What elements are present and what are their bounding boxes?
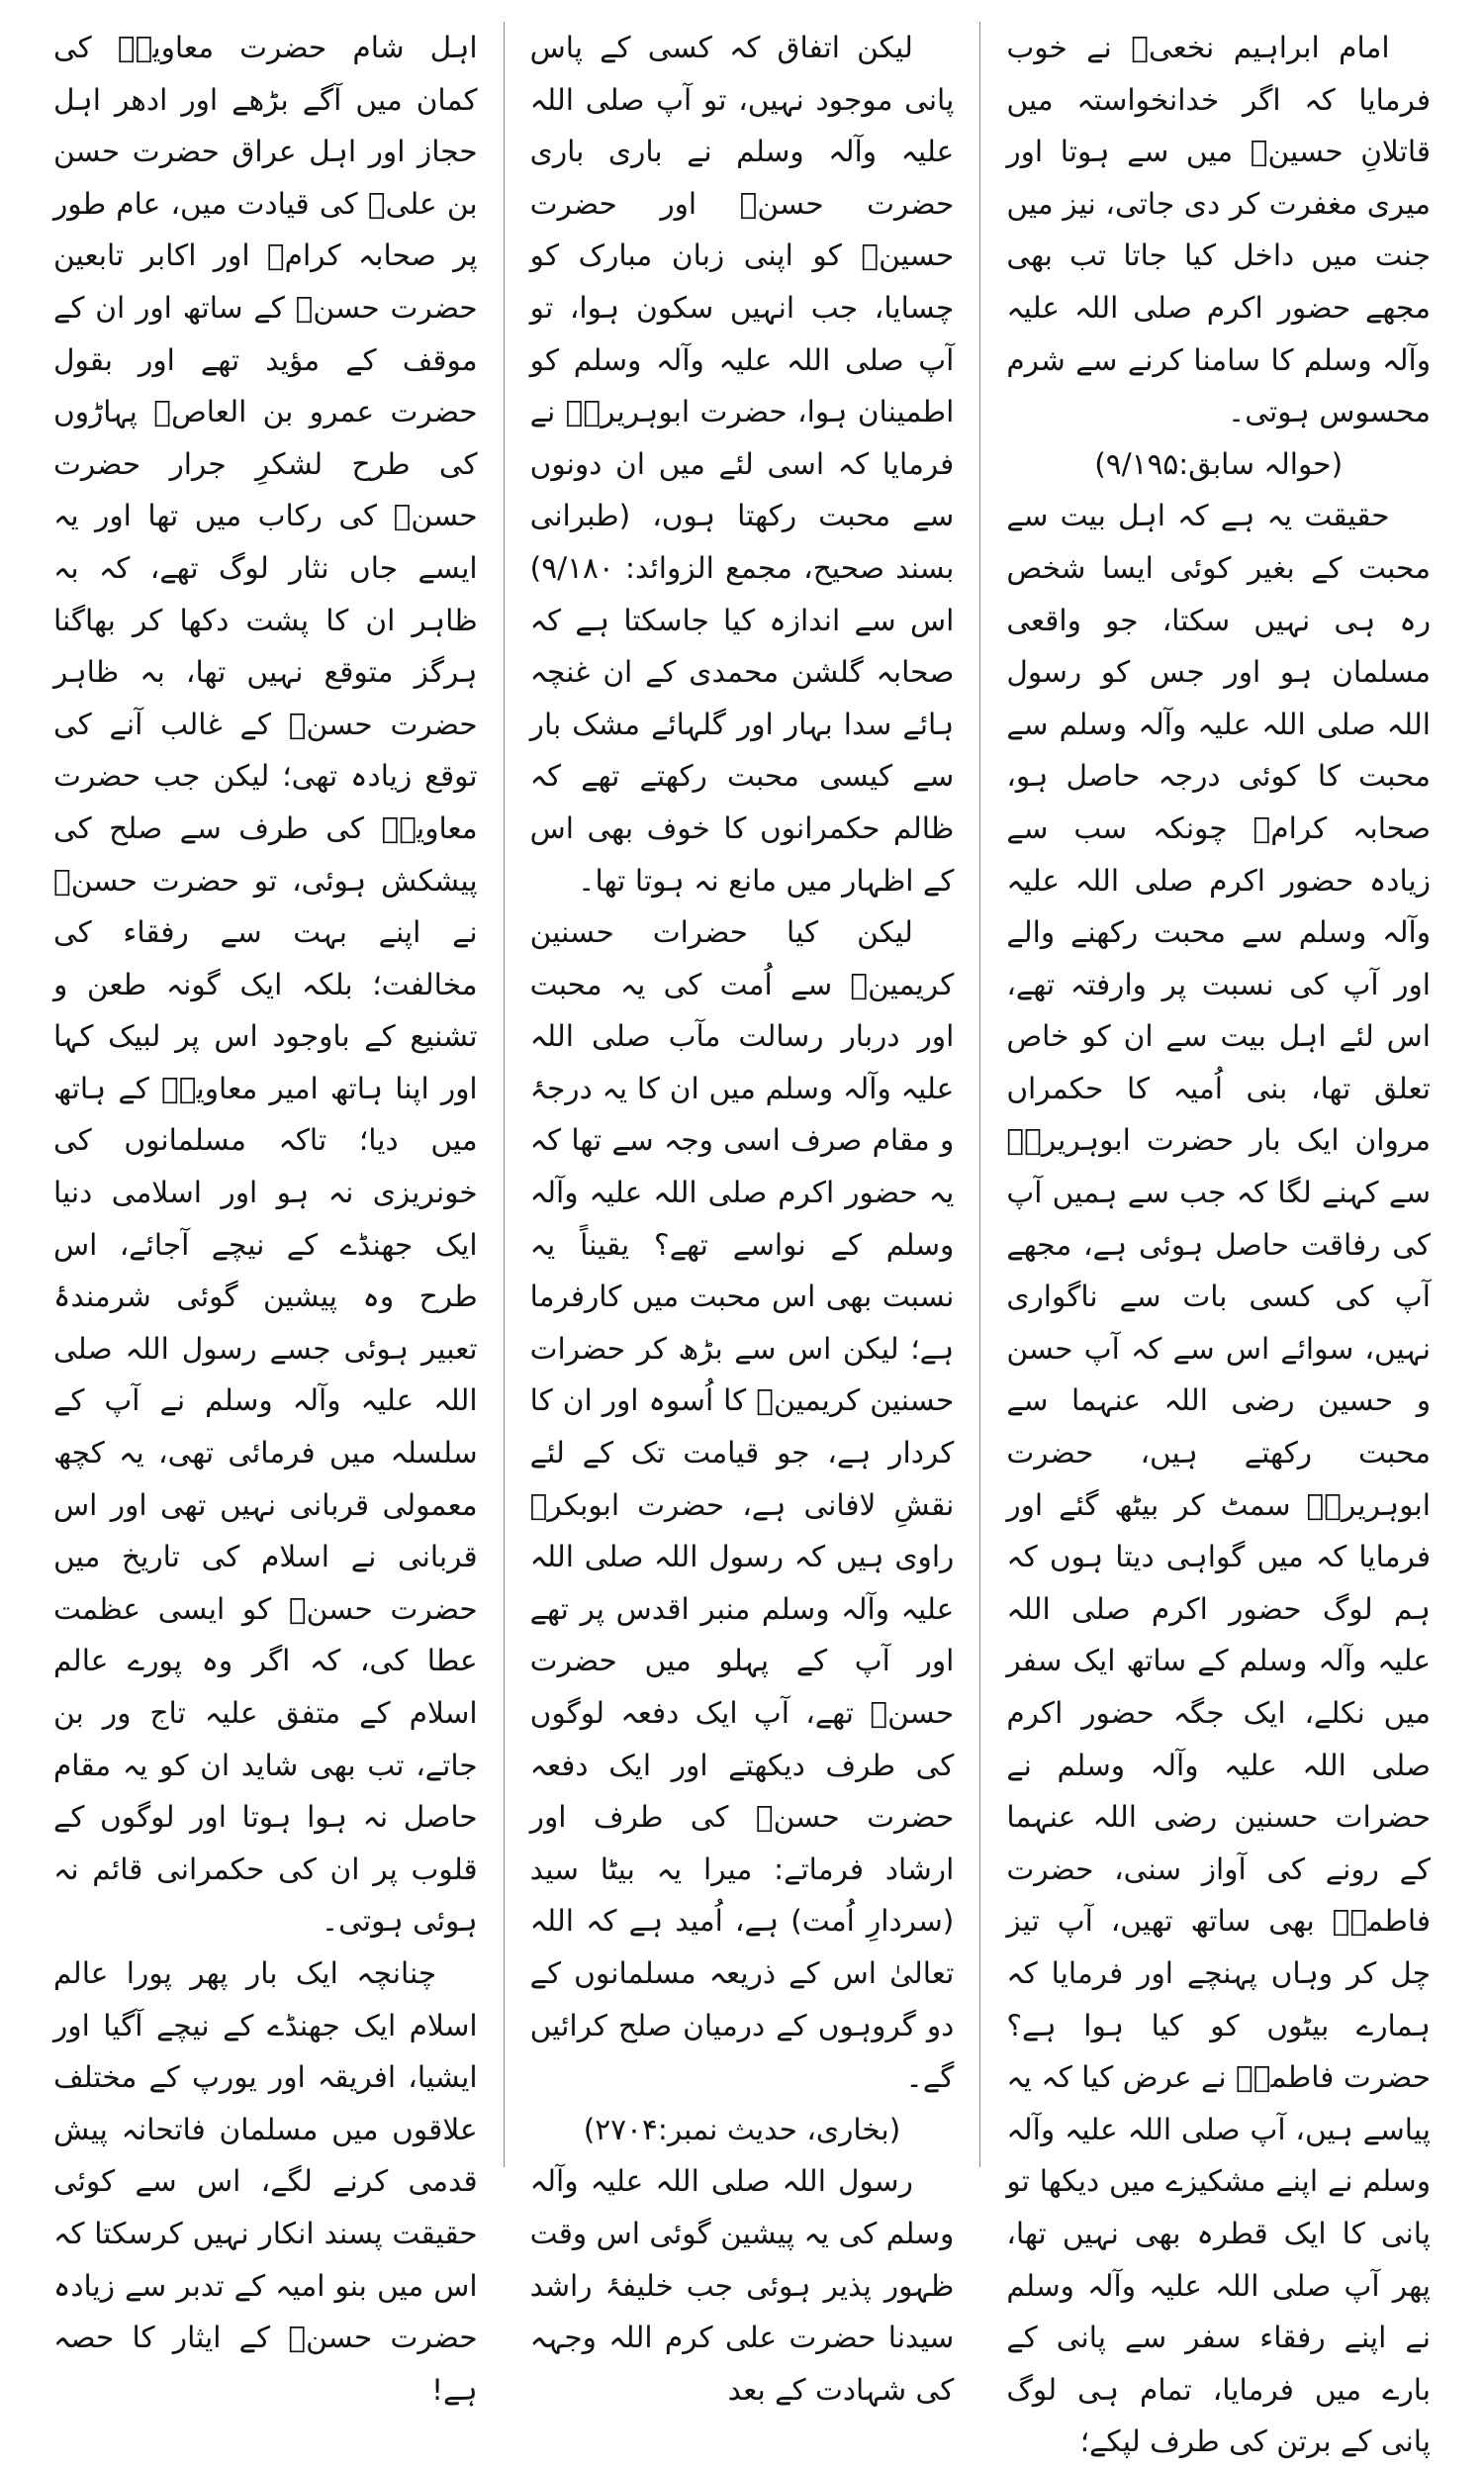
paragraph: چنانچہ ایک بار پھر پورا عالم اسلام ایک جھنڈے کے نیچے آگیا اور ایشیا، افریقہ اور یورپ کے مختلف علاقوں میں مسلمان فاتحانہ پیش قدمی کرنے لگے، اس سے کوئی حقیقت پسند انکار نہیں کرسکتا کہ اس میں بنو امیہ کے تدبر سے زیادہ حضرت حسنؓ کے ایثار کا حصہ ہے! (52, 1955, 478, 2407)
column-left (28, 22, 505, 2407)
reference-note: (حوالہ سابق:۹/۱۹۵) (1094, 446, 1344, 481)
column-middle (505, 22, 981, 2407)
reference-note: (بخاری، حدیث نمبر:۲۷۰۴) (583, 2112, 901, 2146)
paragraph: لیکن کیا حضرات حسنین کریمینؓ سے اُمت کی یہ محبت اور دربار رسالت مآب صلی اللہ علیہ وآلہ وسلم میں ان کا یہ درجۂ و مقام صرف اسی وجہ سے تھا کہ یہ حضور اکرم صلی اللہ علیہ وآلہ وسلم کے نواسے تھے؟ یقیناً یہ نسبت بھی اس محبت میں کارفرما ہے؛ لیکن اس سے بڑھ کر حضرات حسنین کریمینؓ کا اُسوہ اور ان کا کردار ہے، جو قیامت تک کے لئے نقشِ لافانی ہے، حضرت ابوبکرؓ راوی ہیں کہ رسول اللہ صلی اللہ علیہ وآلہ وسلم منبر اقدس پر تھے اور آپ کے پہلو میں حضرت حسنؓ تھے، آپ ایک دفعہ لوگوں کی طرف دیکھتے اور ایک دفعہ حضرت حسنؓ کی طرف اور ارشاد فرماتے: میرا یہ بیٹا سید (سردارِ اُمت) ہے، اُمید ہے کہ اللہ تعالیٰ اس کے ذریعہ مسلمانوں کے دو گروہوں کے درمیان صلح کرائیں گے۔ (529, 915, 955, 2095)
paragraph: اہل شام حضرت معاویہؓ کی کمان میں آگے بڑھے اور ادھر اہل حجاز اور اہل عراق حضرت حسن بن علیؓ کی قیادت میں، عام طور پر صحابہ کرامؓ اور اکابر تابعین حضرت حسنؓ کے ساتھ اور ان کے موقف کے مؤید تھے اور بقول حضرت عمرو بن العاصؓ پہاڑوں کی طرح لشکرِ جرار حضرت حسنؓ کی رکاب میں تھا اور یہ ایسے جاں نثار لوگ تھے، کہ بہ ظاہر ان کا پشت دکھا کر بھاگنا ہرگز متوقع نہیں تھا، بہ ظاہر حضرت حسنؓ کے غالب آنے کی توقع زیادہ تھی؛ لیکن جب حضرت معاویہؓ کی طرف سے صلح کی پیشکش ہوئی، تو حضرت حسنؓ نے اپنے بہت سے رفقاء کی مخالفت؛ بلکہ ایک گونہ طعن و تشنیع کے باوجود اس پر لبیک کہا اور اپنا ہاتھ امیر معاویہؓ کے ہاتھ میں دیا؛ تاکہ مسلمانوں کی خونریزی نہ ہو اور اسلامی دنیا ایک جھنڈے کے نیچے آجائے، اس طرح وہ پیشین گوئی شرمندۂ تعبیر ہوئی جسے رسول اللہ صلی اللہ علیہ وآلہ وسلم نے آپ کے سلسلہ میں فرمائی تھی، یہ کچھ معمولی قربانی نہیں تھی اور اس قربانی نے اسلام کی تاریخ میں حضرت حسنؓ کو ایسی عظمت عطا کی، کہ اگر وہ پورے عالم اسلام کے متفق علیہ تاج ور بن جاتے، تب بھی شاید ان کو یہ مقام حاصل نہ ہوا ہوتا اور لوگوں کے قلوب پر ان کی حکمرانی قائم نہ ہوئی ہوتی۔ (52, 31, 478, 1939)
paragraph: حقیقت یہ ہے کہ اہل بیت سے محبت کے بغیر کوئی ایسا شخص رہ ہی نہیں سکتا، جو واقعی مسلمان ہو اور جس کو رسول اللہ صلی اللہ علیہ وآلہ وسلم سے محبت کا کوئی درجہ حاصل ہو، صحابہ کرامؓ چونکہ سب سے زیادہ حضور اکرم صلی اللہ علیہ وآلہ وسلم سے محبت رکھنے والے اور آپ کی نسبت پر وارفتہ تھے، اس لئے اہل بیت سے ان کو خاص تعلق تھا، بنی اُمیہ کا حکمراں مروان ایک بار حضرت ابوہریرہؓ سے کہنے لگا کہ جب سے ہمیں آپ کی رفاقت حاصل ہوئی ہے، مجھے آپ کی کسی بات سے ناگواری نہیں، سوائے اس سے کہ آپ حسن و حسین رضی اللہ عنہما سے محبت رکھتے ہیں، حضرت ابوہریرہؓ سمٹ کر بیٹھ گئے اور فرمایا کہ میں گواہی دیتا ہوں کہ ہم لوگ حضور اکرم صلی اللہ علیہ وآلہ وسلم کے ساتھ ایک سفر میں نکلے، ایک جگہ حضور اکرم صلی اللہ علیہ وآلہ وسلم نے حضرات حسنین رضی اللہ عنہما کے رونے کی آواز سنی، حضرت فاطمہؓ بھی ساتھ تھیں، آپ تیز چل کر وہاں پہنچے اور فرمایا کہ ہمارے بیٹوں کو کیا ہوا ہے؟ حضرت فاطمہؓ نے عرض کیا کہ یہ پیاسے ہیں، آپ صلی اللہ علیہ وآلہ وسلم نے اپنے مشکیزے میں دیکھا تو پانی کا ایک قطرہ بھی نہیں تھا، پھر آپ صلی اللہ علیہ وآلہ وسلم نے اپنے رفقاء سفر سے پانی کے بارے میں فرمایا، تمام ہی لوگ پانی کے برتن کی طرف لپکے؛ (1006, 499, 1431, 2459)
column-right (980, 22, 1456, 2459)
paragraph: امام ابراہیم نخعیؒ نے خوب فرمایا کہ اگر خدانخواستہ میں قاتلانِ حسینؓ میں سے ہوتا اور میری مغفرت کر دی جاتی، نیز میں جنت میں داخل کیا جاتا تب بھی مجھے حضور اکرم صلی اللہ علیہ وآلہ وسلم کا سامنا کرنے سے شرم محسوس ہوتی۔ (1006, 31, 1431, 429)
paragraph: رسول اللہ صلی اللہ علیہ وآلہ وسلم کی یہ پیشین گوئی اس وقت ظہور پذیر ہوئی جب خلیفۂ راشد سیدنا حضرت علی کرم اللہ وجہہ کی شہادت کے بعد (529, 2164, 955, 2407)
paragraph: لیکن اتفاق کہ کسی کے پاس پانی موجود نہیں، تو آپ صلی اللہ علیہ وآلہ وسلم نے باری باری حضرت حسنؓ اور حضرت حسینؓ کو اپنی زبان مبارک کو چسایا، جب انہیں سکون ہوا، تو آپ صلی اللہ علیہ وآلہ وسلم کو اطمینان ہوا، حضرت ابوہریرہؓ نے فرمایا کہ اسی لئے میں ان دونوں سے محبت رکھتا ہوں، (طبرانی بسند صحیح، مجمع الزوائد: ۹/۱۸۰) اس سے اندازہ کیا جاسکتا ہے کہ صحابہ گلشن محمدی کے ان غنچہ ہائے سدا بہار اور گلہائے مشک بار سے کیسی محبت رکھتے تھے کہ ظالم حکمرانوں کا خوف بھی اس کے اظہار میں مانع نہ ہوتا تھا۔ (529, 31, 955, 898)
